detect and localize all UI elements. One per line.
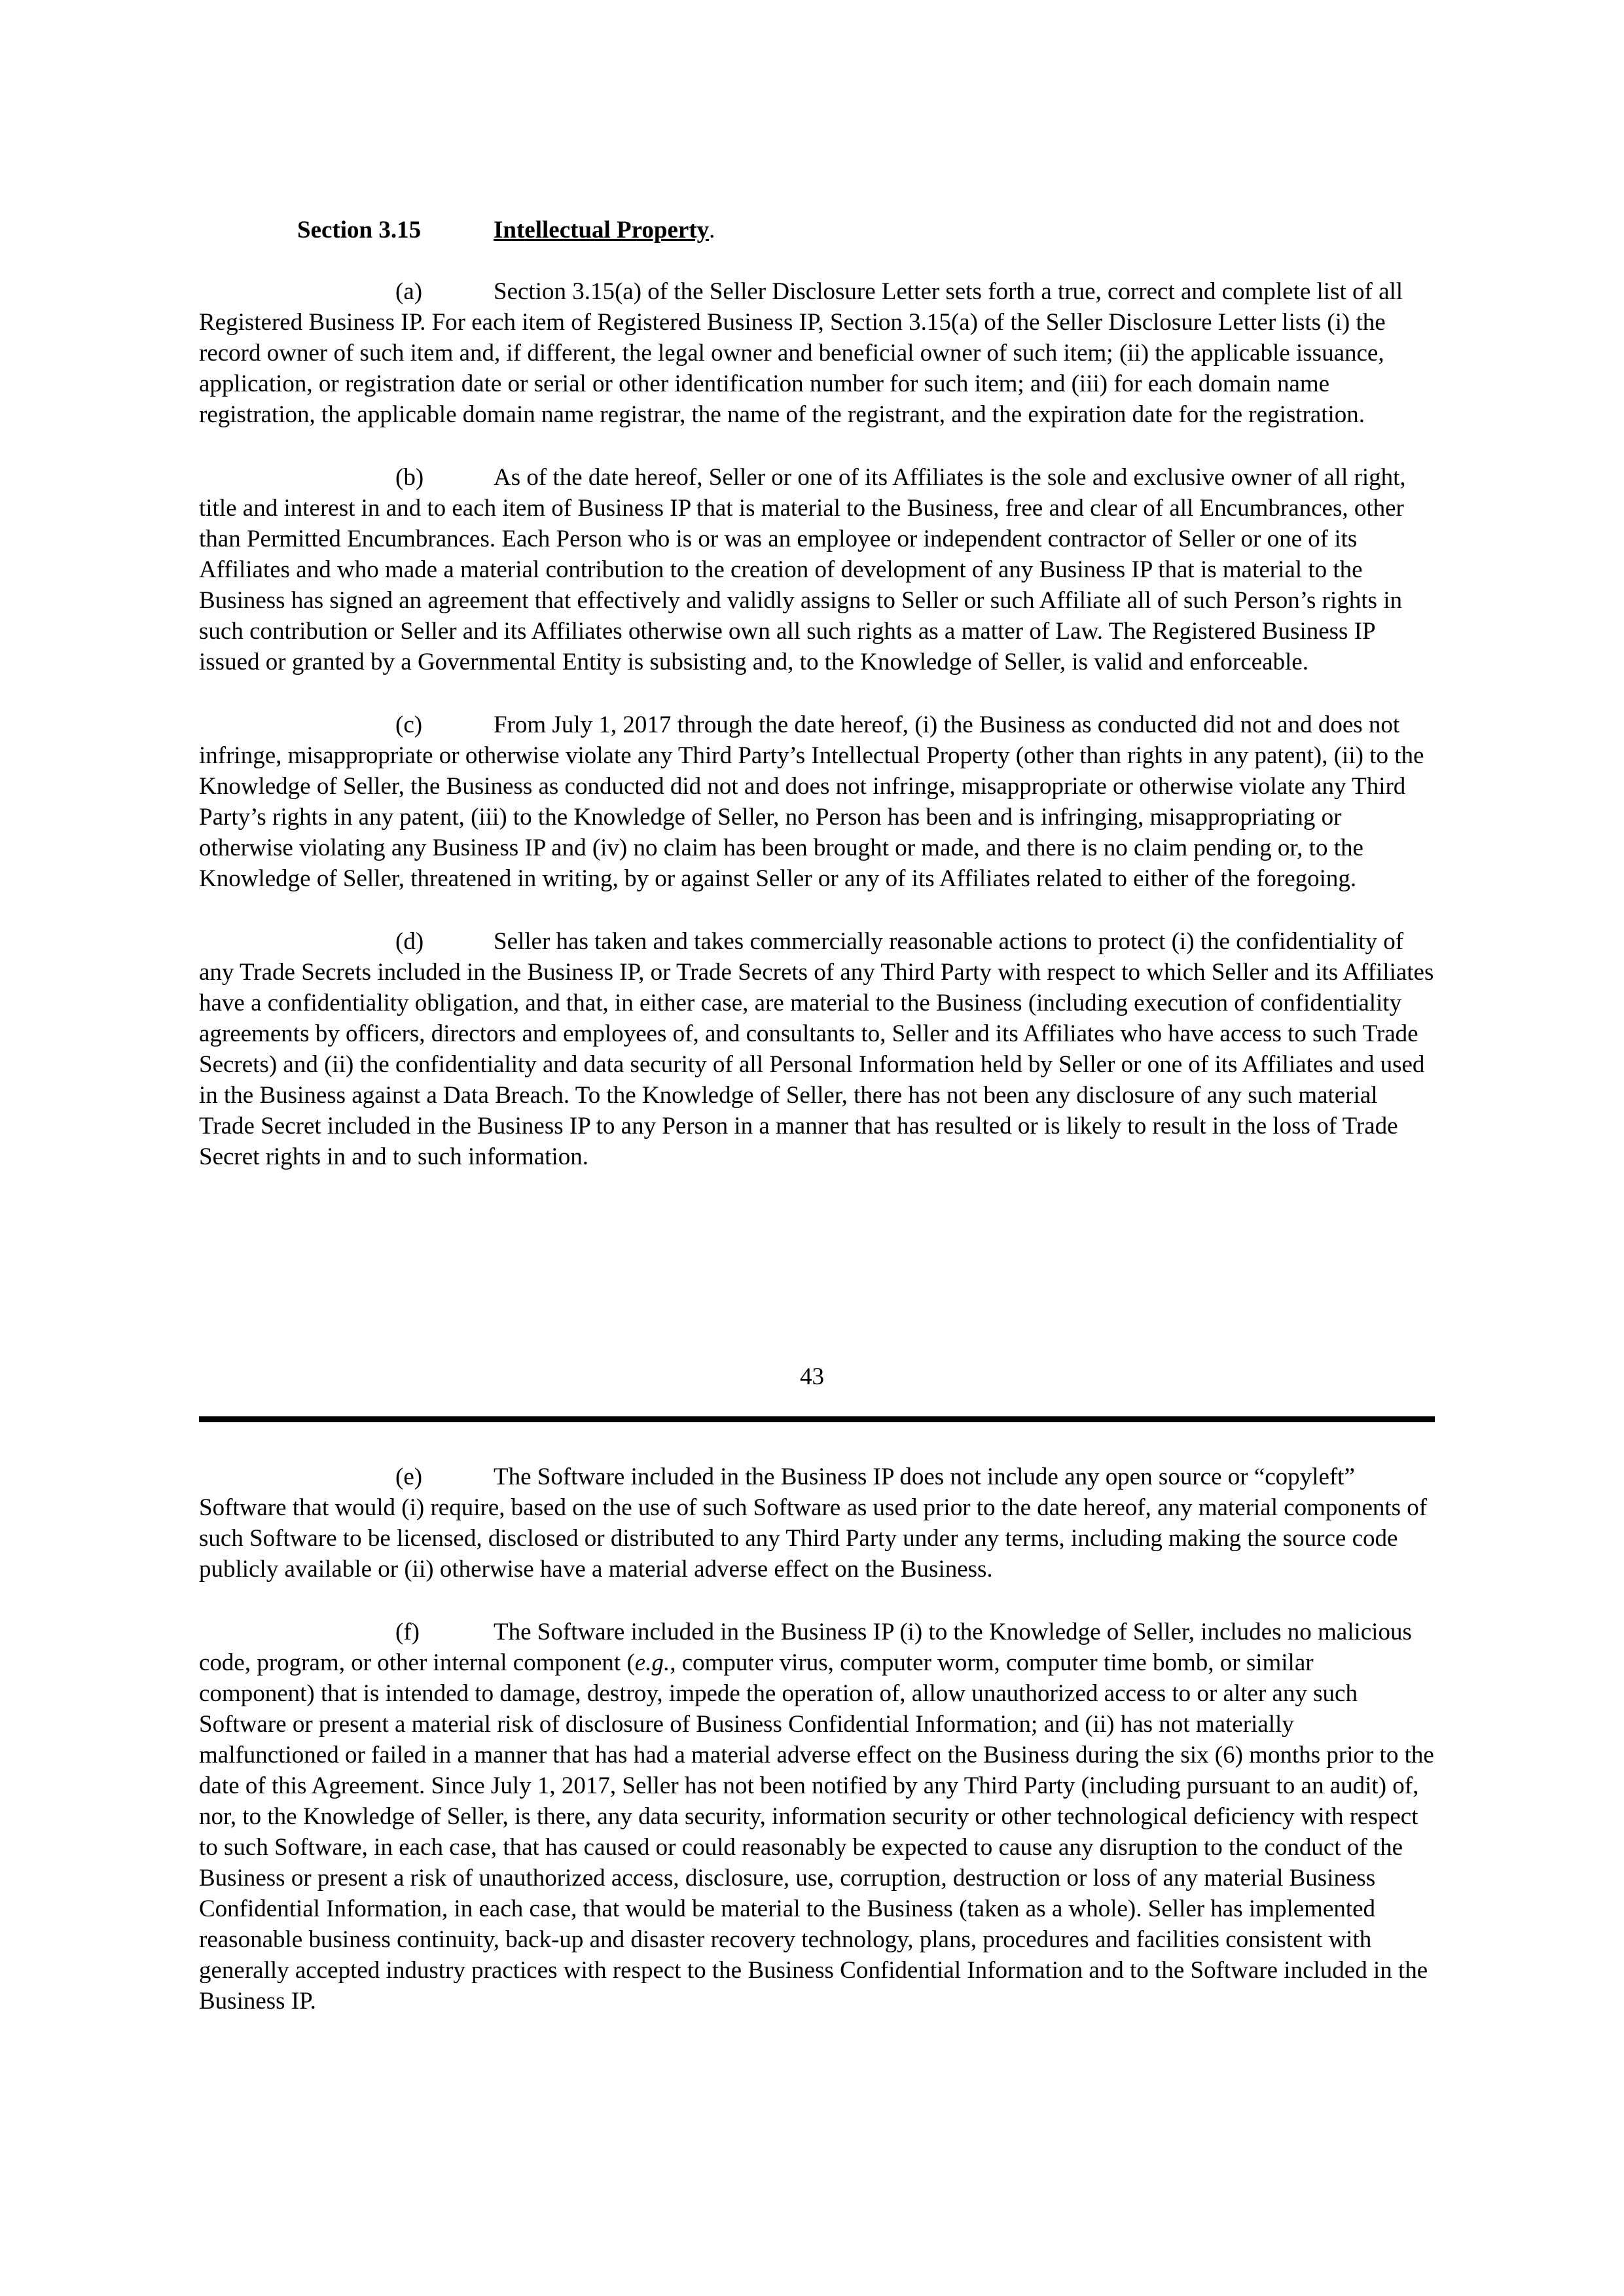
- paragraph-text-before: The Software included in the Business IP (i) to the Knowledge of Seller, includes no malicious code, program, or other internal component (: [199, 1619, 1412, 1676]
- paragraph-label: (a): [395, 278, 423, 305]
- paragraph-text-after: , computer virus, computer worm, computer time bomb, or similar component) that is intended to damage, destroy, impede the operation of, allow unauthorized access to or alter any such Software or present a material risk of disclosure of Business Confidential Information; and (ii) has not materially malfunctioned or failed in a manner that has had a material adverse effect on the Business during the six (6) months prior to the date of this Agreement. Since July 1, 2017, Seller has not been notified by any Third Party (including pursuant to an audit) of, nor, to the Knowledge of Seller, is there, any data security, information security or other technological deficiency with respect to such Software, in each case, that has caused or could reasonably be expected to cause any disruption to the conduct of the Business or present a risk of unauthorized access, disclosure, use, corruption, destruction or loss of any material Business Confidential Information, in each case, that would be material to the Business (taken as a whole). Seller has implemented reasonable business continuity, back-up and disaster recovery technology, plans, procedures and facilities consistent with generally accepted industry practices with respect to the Business Confidential Information and to the Software included in the Business IP.: [199, 1649, 1434, 2015]
- paragraph-e: [199, 1462, 1435, 1585]
- paragraph-label: (d): [395, 928, 424, 955]
- paragraph-label: (b): [395, 464, 424, 491]
- page-divider: [199, 1416, 1435, 1422]
- section-number: Section 3.15: [297, 217, 422, 243]
- paragraph-text-italic: e.g.: [634, 1649, 670, 1676]
- paragraph-text: Seller has taken and takes commercially reasonable actions to protect (i) the confidentiality of any Trade Secrets included in the Business IP, or Trade Secrets of any Third Party with respect to which Seller and its Affiliates have a confidentiality obligation, and that, in either case, are material to the Business (including execution of confidentiality agreements by officers, directors and employees of, and consultants to, Seller and its Affiliates who have access to such Trade Secrets) and (ii) the confidentiality and data security of all Personal Information held by Seller or one of its Affiliates and used in the Business against a Data Breach. To the Knowledge of Seller, there has not been any disclosure of any such material Trade Secret included in the Business IP to any Person in a manner that has resulted or is likely to result in the loss of Trade Secret rights in and to such information.: [199, 928, 1434, 1170]
- paragraph-text: Section 3.15(a) of the Seller Disclosure Letter sets forth a true, correct and complete list of all Registered Business IP. For each item of Registered Business IP, Section 3.15(a) of the Seller Disclosure Letter lists (i) the record owner of such item and, if different, the legal owner and beneficial owner of such item; (ii) the applicable issuance, application, or registration date or serial or other identification number for such item; and (iii) for each domain name registration, the applicable domain name registrar, the name of the registrant, and the expiration date for the registration.: [199, 278, 1403, 428]
- paragraph-label: (e): [395, 1463, 423, 1490]
- section-title: Intellectual Property: [494, 217, 710, 243]
- page-44-body: [199, 1462, 1435, 2049]
- paragraph-f: [199, 1617, 1435, 2017]
- paragraph-a: [199, 276, 1435, 430]
- paragraph-label: (f): [395, 1619, 420, 1645]
- paragraph-text: The Software included in the Business IP does not include any open source or “copyleft” Software that would (i) require, based on the use of such Software as used prior to the date hereof, any material components of such Software to be licensed, disclosed or distributed to any Third Party under any terms, including making the source code publicly available or (ii) otherwise have a material adverse effect on the Business.: [199, 1463, 1428, 1583]
- paragraph-d: [199, 926, 1435, 1172]
- page-43-body: [199, 215, 1435, 1204]
- paragraph-label: (c): [395, 711, 423, 738]
- paragraph-text: From July 1, 2017 through the date hereof, (i) the Business as conducted did not and does not infringe, misappropriate or otherwise violate any Third Party’s Intellectual Property (other than rights in any patent), (ii) to the Knowledge of Seller, the Business as conducted did not and does not infringe, misappropriate or otherwise violate any Third Party’s rights in any patent, (iii) to the Knowledge of Seller, no Person has been and is infringing, misappropriating or otherwise violating any Business IP and (iv) no claim has been brought or made, and there is no claim pending or, to the Knowledge of Seller, threatened in writing, by or against Seller or any of its Affiliates related to either of the foregoing.: [199, 711, 1424, 892]
- paragraph-c: [199, 709, 1435, 894]
- section-heading: [199, 215, 1435, 245]
- paragraph-text: As of the date hereof, Seller or one of its Affiliates is the sole and exclusive owner of all right, title and interest in and to each item of Business IP that is material to the Business, free and clear of all Encumbrances, other than Permitted Encumbrances. Each Person who is or was an employee or independent contractor of Seller or one of its Affiliates and who made a material contribution to the creation of development of any Business IP that is material to the Business has signed an agreement that effectively and validly assigns to Seller or such Affiliate all of such Person’s rights in such contribution or Seller and its Affiliates otherwise own all such rights as a matter of Law. The Registered Business IP issued or granted by a Governmental Entity is subsisting and, to the Knowledge of Seller, is valid and enforceable.: [199, 464, 1406, 675]
- section-title-period: .: [709, 217, 715, 243]
- paragraph-b: [199, 462, 1435, 677]
- page-number: 43: [800, 1363, 824, 1390]
